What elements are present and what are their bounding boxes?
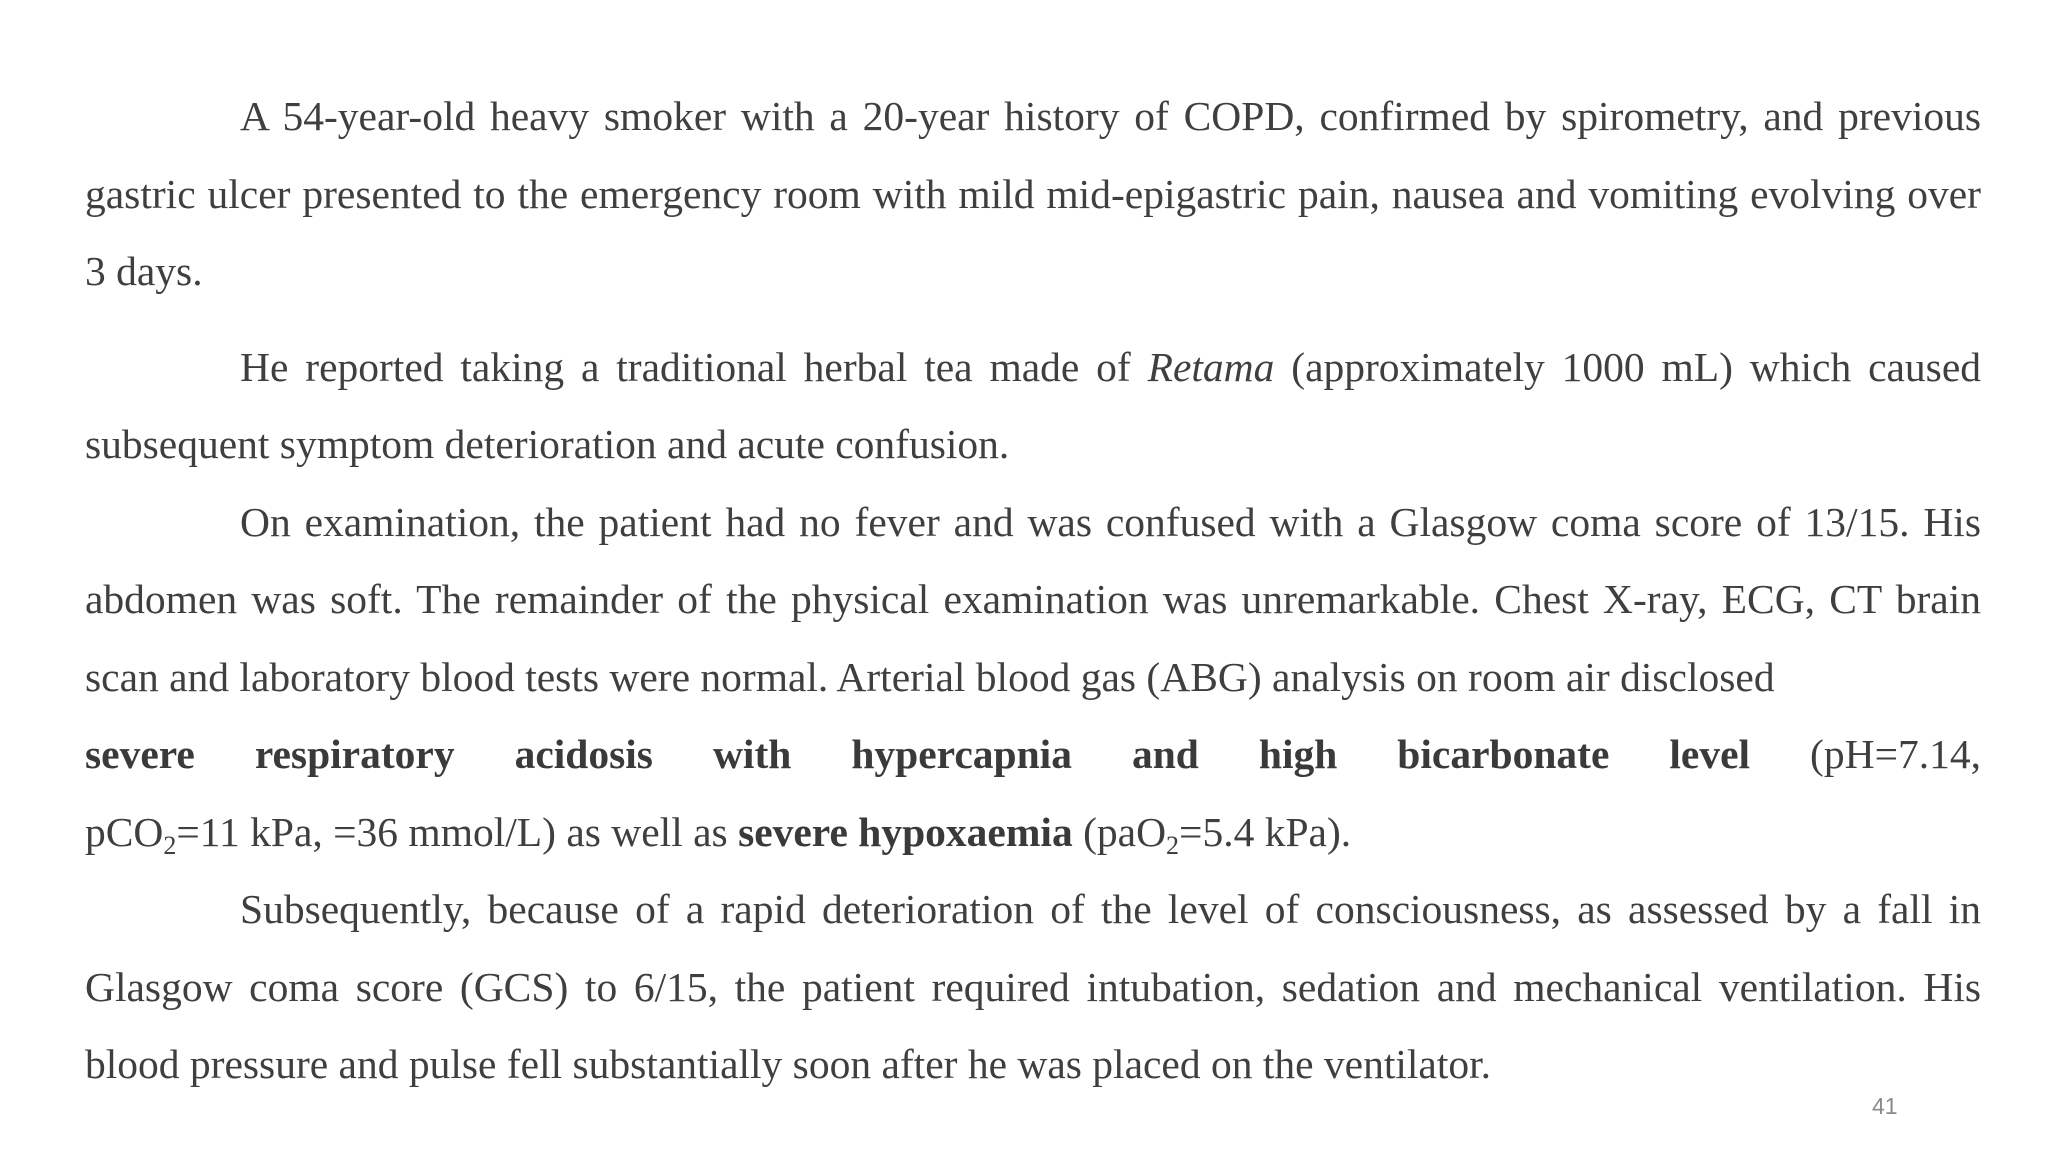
- abg-findings-line: [85, 716, 1981, 794]
- page-number: 41: [1872, 1093, 1898, 1119]
- abg-bold-finding: severe respiratory acidosis with hypercapnia and high bicarbonate level: [85, 731, 1751, 777]
- ph-value: (pH=7.14,: [1750, 731, 1981, 777]
- paragraph-examination: [85, 484, 1981, 872]
- examination-text: On examination, the patient had no fever and was confused with a Glasgow coma score of 13/15. His abdomen was soft. The remainder of the physical examination was unremarkable. Chest X-ray, ECG, CT brain scan and laboratory blood tests were normal. Arterial blood gas (ABG) analysis on room air disclosed: [85, 498, 1981, 700]
- pco2-value: =11 kPa, =36 mmol/L) as well as: [176, 808, 739, 855]
- hypoxaemia-finding: severe hypoxaemia: [738, 808, 1073, 855]
- pco2-label: pCO: [85, 808, 164, 855]
- herbal-tea-text-start: He reported taking a traditional herbal tea made of: [240, 343, 1148, 390]
- pao2-label: (paO: [1072, 808, 1167, 855]
- paragraph-herbal-tea: [85, 329, 1981, 484]
- retama-term: Retama: [1147, 343, 1275, 390]
- pao2-subscript: 2: [1166, 830, 1180, 860]
- paragraph-deterioration: Subsequently, because of a rapid deterioration of the level of consciousness, as assessed by a fall in Glasgow coma score (GCS) to 6/15, the patient required intubation, sedation and mechanical ventilation. His blood pressure and pulse fell substantially soon after he was placed on the ventilator.: [85, 886, 1981, 1087]
- pao2-value: =5.4 kPa).: [1179, 808, 1352, 855]
- paragraph-presentation: A 54-year-old heavy smoker with a 20-year history of COPD, confirmed by spirometry, and previous gastric ulcer presented to the emergency room with mild mid-epigastric pain, nausea and vomiting evolving over 3 days.: [85, 93, 1981, 294]
- slide-body: [85, 78, 1981, 1104]
- pco2-subscript: 2: [163, 830, 177, 860]
- herbal-tea-text-end: (approximately 1000 mL) which caused subsequent symptom deterioration and acute confusion.: [85, 343, 1981, 467]
